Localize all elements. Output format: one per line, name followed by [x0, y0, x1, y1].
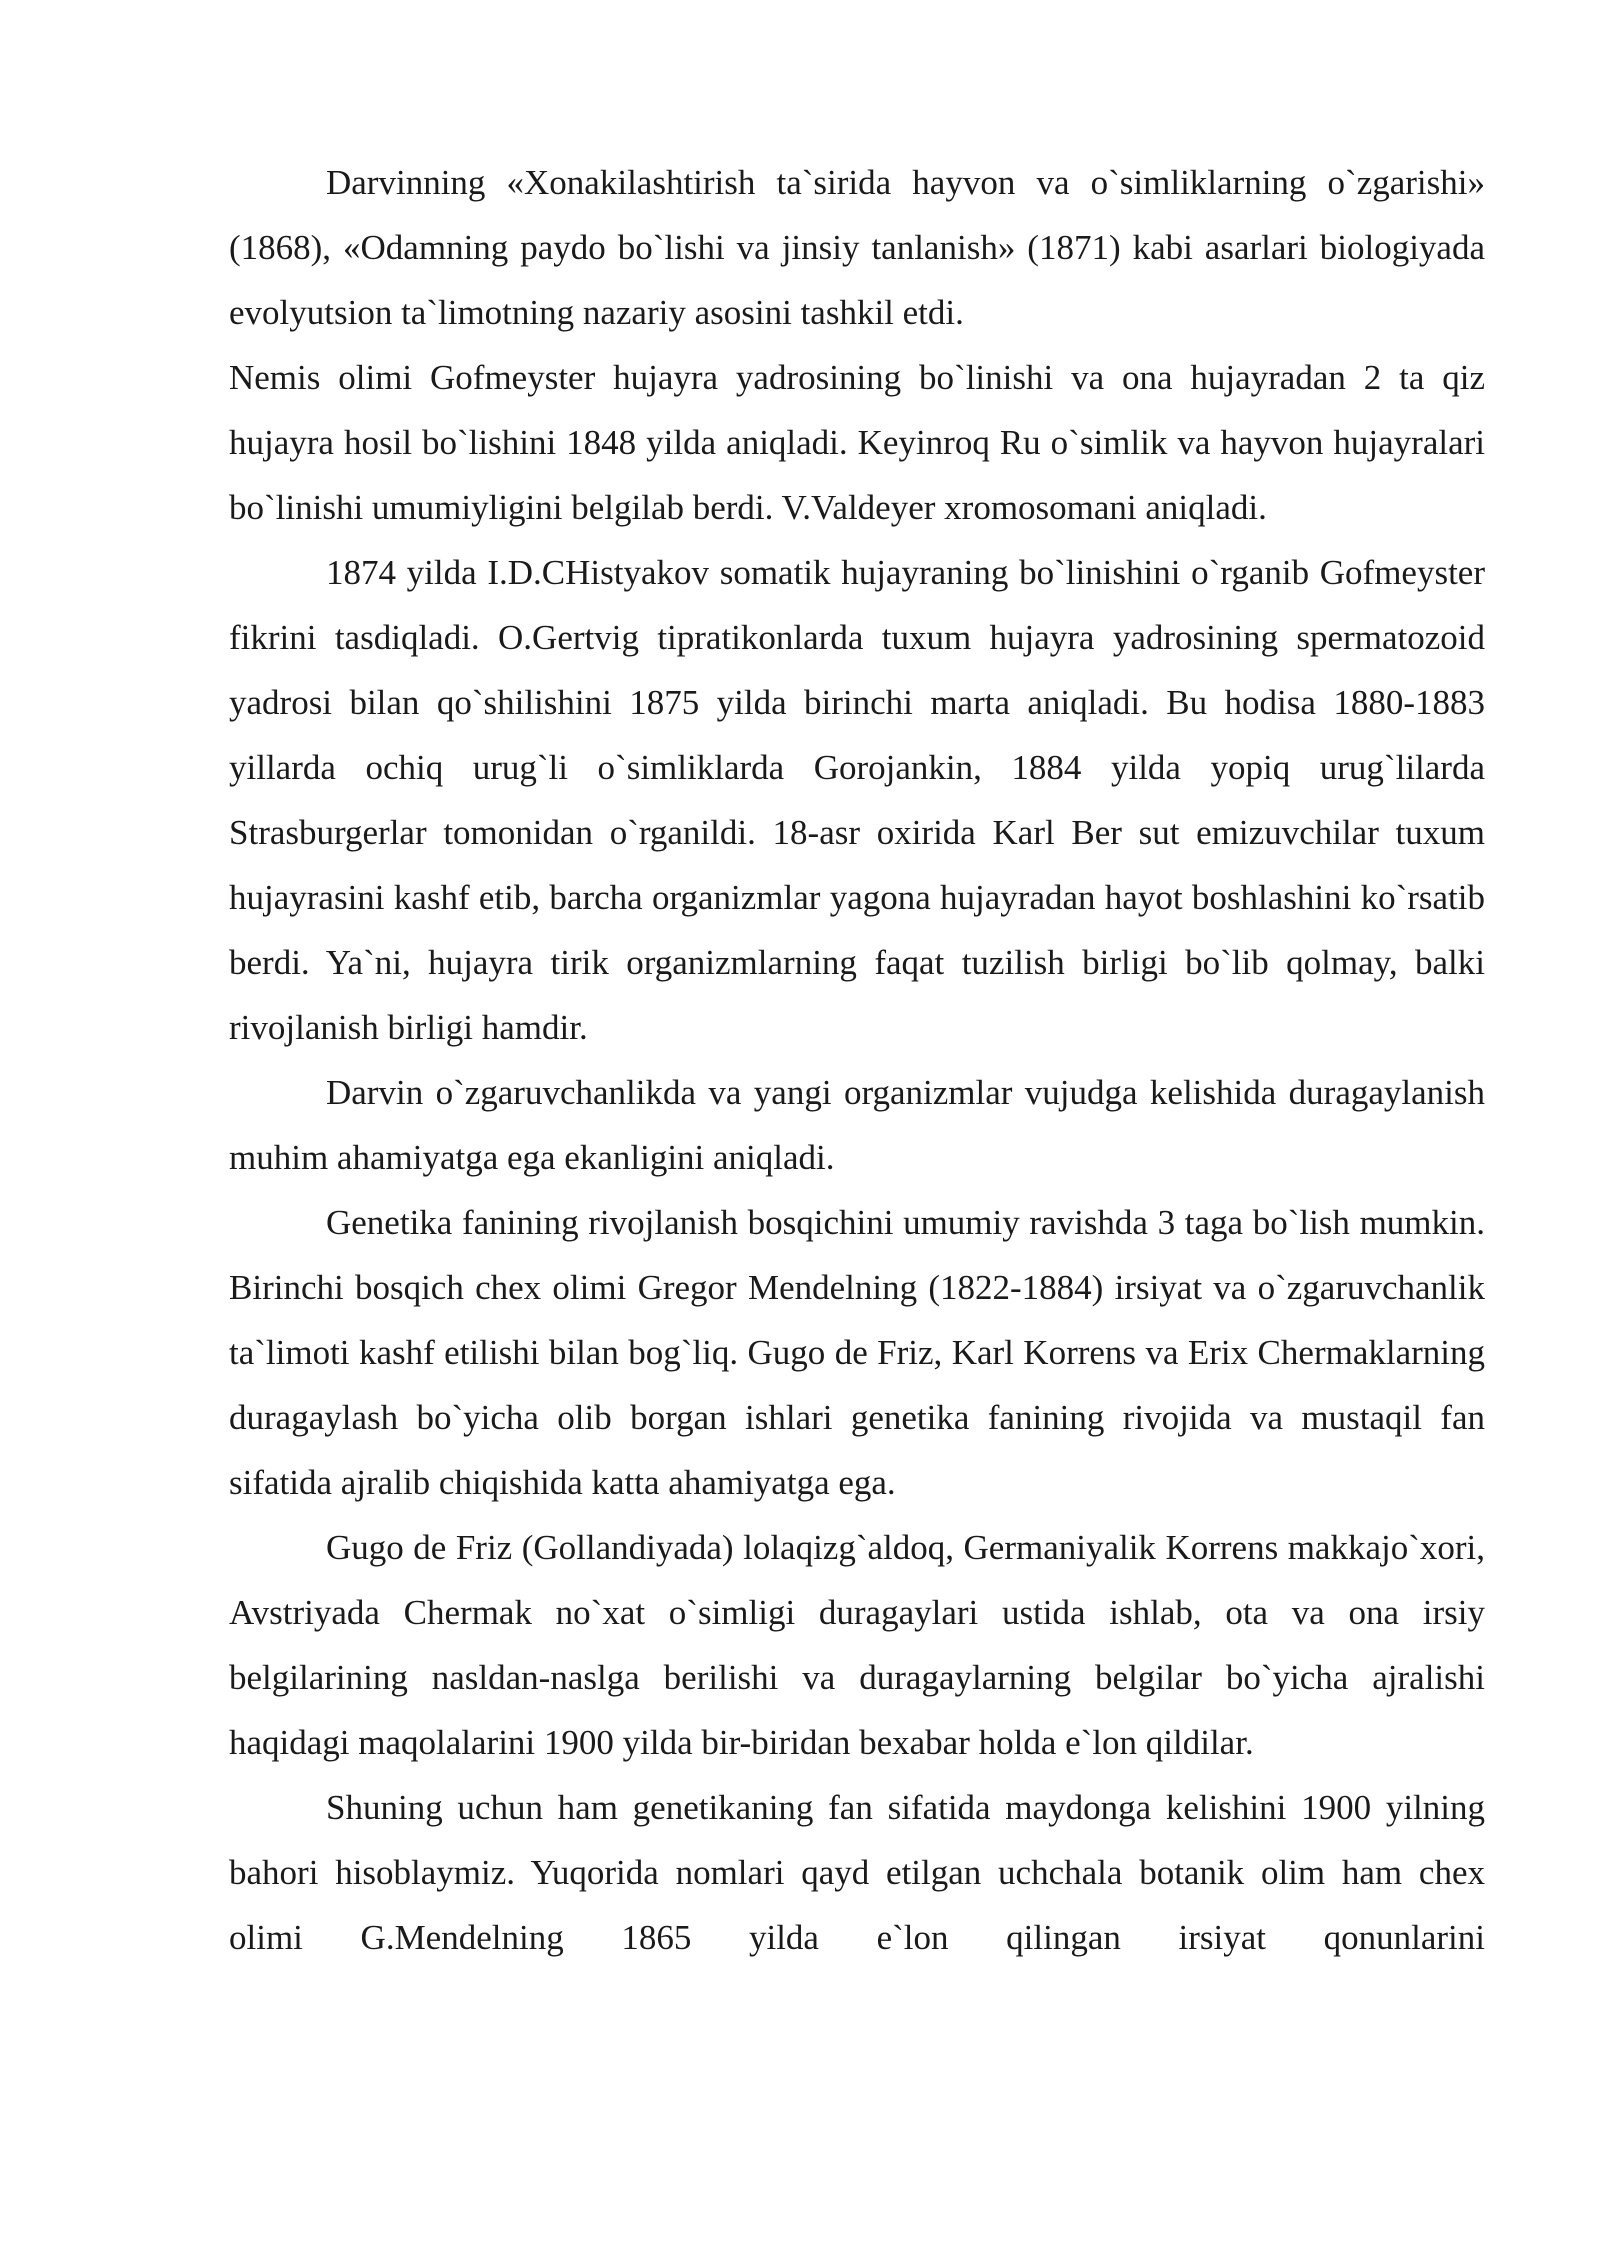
paragraph-darwin-works: Darvinning «Xonakilashtirish ta`sirida hayvon va o`simliklarning o`zgarishi» (1868), «Odamning paydo bo`lishi va jinsiy tanlanish» (1871) kabi asarlari biologiyada evolyutsion ta`limotning nazariy asosini tashkil etdi.	[229, 163, 1485, 332]
paragraph-hofmeister: Nemis olimi Gofmeyster hujayra yadrosining bo`linishi va ona hujayradan 2 ta qiz hujayra hosil bo`lishini 1848 yilda aniqladi. Keyinroq Ru o`simlik va hayvon hujayralari bo`linishi umumiyligini belgilab berdi. V.Valdeyer xromosomani aniqladi.	[229, 358, 1485, 527]
paragraph-chistyakov: 1874 yilda I.D.CHistyakov somatik hujayraning bo`linishini o`rganib Gofmeyster fikrini tasdiqladi. O.Gertvig tipratikonlarda tuxum hujayra yadrosining spermatozoid yadrosi bilan qo`shilishini 1875 yilda birinchi marta aniqladi. Bu hodisa 1880-1883 yillarda ochiq urug`li o`simliklarda Gorojankin, 1884 yilda yopiq urug`lilarda Strasburgerlar tomonidan o`rganildi. 18-asr oxirida Karl Ber sut emizuvchilar tuxum hujayrasini kashf etib, barcha organizmlar yagona hujayradan hayot boshlashini ko`rsatib berdi. Ya`ni, hujayra tirik organizmlarning faqat tuzilish birligi bo`lib qolmay, balki rivojlanish birligi hamdir.	[229, 553, 1485, 1047]
document-body	[229, 150, 1485, 1970]
paragraph-de-vries: Gugo de Friz (Gollandiyada) lolaqizg`aldoq, Germaniyalik Korrens makkajo`xori, Avstriyada Chermak no`xat o`simligi duragaylari ustida ishlab, ota va ona irsiy belgilarining nasldan-naslga berilishi va duragaylarning belgilar bo`yicha ajralishi haqidagi maqolalarini 1900 yilda bir-biridan bexabar holda e`lon qildilar.	[229, 1528, 1485, 1762]
paragraph-darwin-hybridization: Darvin o`zgaruvchanlikda va yangi organizmlar vujudga kelishida duragaylanish muhim ahamiyatga ega ekanligini aniqladi.	[229, 1073, 1485, 1177]
paragraph-genetics-1900: Shuning uchun ham genetikaning fan sifatida maydonga kelishini 1900 yilning bahori hisoblaymiz. Yuqorida nomlari qayd etilgan uchchala botanik olim ham chex olimi G.Mendelning 1865 yilda e`lon qilingan irsiyat qonunlarini	[229, 1788, 1485, 1957]
paragraph-genetics-stages: Genetika fanining rivojlanish bosqichini umumiy ravishda 3 taga bo`lish mumkin. Birinchi bosqich chex olimi Gregor Mendelning (1822-1884) irsiyat va o`zgaruvchanlik ta`limoti kashf etilishi bilan bog`liq. Gugo de Friz, Karl Korrens va Erix Chermaklarning duragaylash bo`yicha olib borgan ishlari genetika fanining rivojida va mustaqil fan sifatida ajralib chiqishida katta ahamiyatga ega.	[229, 1203, 1485, 1502]
